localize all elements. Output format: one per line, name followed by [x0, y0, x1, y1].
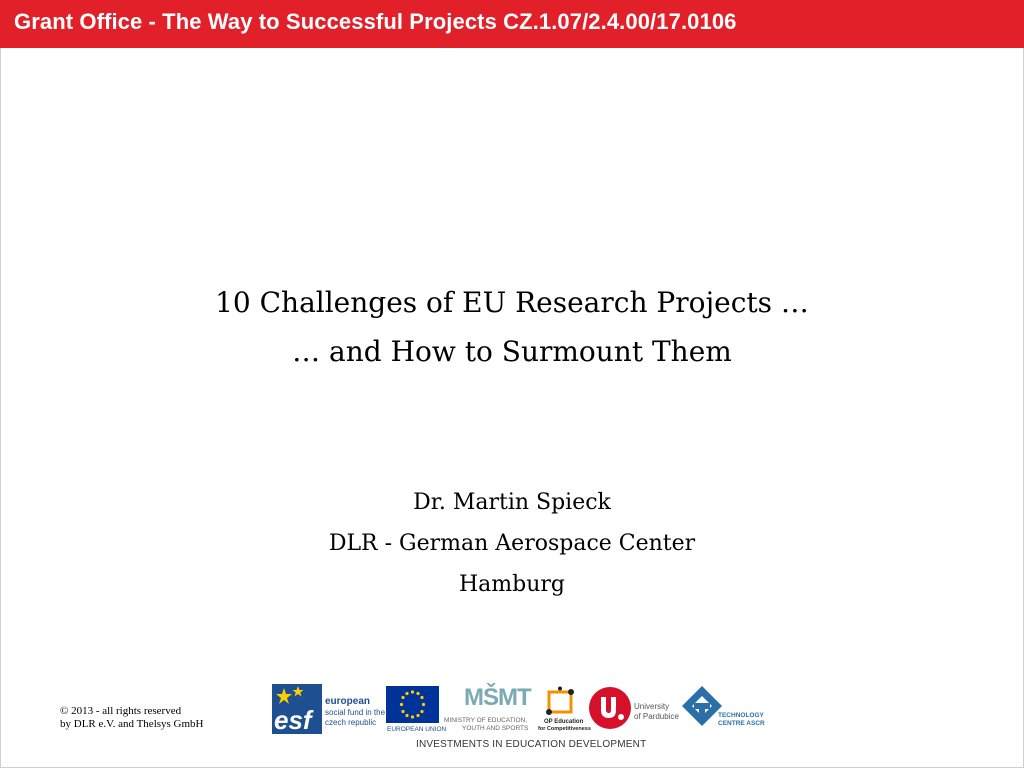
- header-title: Grant Office - The Way to Successful Projects CZ.1.07/2.4.00/17.0106: [14, 9, 737, 34]
- msmt-line-1: MINISTRY OF EDUCATION,: [444, 717, 528, 724]
- title-line-2: … and How to Surmount Them: [292, 335, 732, 368]
- msmt-line-2: YOUTH AND SPORTS: [462, 725, 529, 732]
- author-name: Dr. Martin Spieck: [413, 490, 611, 515]
- upce-emblem-icon: [588, 686, 632, 730]
- msmt-wordmark: MŠMT: [464, 684, 531, 711]
- tc-line-1: TECHNOLOGY: [718, 712, 764, 719]
- msmt-logo: [444, 684, 536, 736]
- university-pardubice-logo: [588, 684, 678, 736]
- op-education-icon: [544, 686, 578, 718]
- esf-wordmark: esf: [274, 705, 312, 734]
- eu-flag-icon: [386, 686, 439, 723]
- footer-caption: INVESTMENTS IN EDUCATION DEVELOPMENT: [416, 739, 647, 750]
- upce-line-1: University: [634, 702, 670, 711]
- op-line-2: for Competitiveness: [538, 726, 591, 732]
- eu-caption: EUROPEAN UNION: [387, 726, 447, 733]
- author-block: [0, 482, 1024, 605]
- technology-centre-logo: [680, 684, 765, 736]
- header-bar: [0, 0, 1024, 48]
- esf-line-3: czech republic: [325, 718, 377, 727]
- copyright-notice: [60, 705, 204, 731]
- esf-line-2: social fund in the: [325, 708, 386, 717]
- copyright-line-1: © 2013 - all rights reserved: [60, 705, 182, 717]
- copyright-line-2: by DLR e.V. and Thelsys GmbH: [60, 718, 204, 730]
- upce-line-2: of Pardubice: [634, 712, 679, 721]
- esf-emblem-icon: [272, 684, 322, 734]
- esf-logo: [272, 684, 386, 734]
- author-city: Hamburg: [458, 572, 565, 597]
- eu-flag-logo: [386, 686, 447, 736]
- presentation-title: [0, 278, 1024, 376]
- author-organization: DLR - German Aerospace Center: [328, 531, 696, 556]
- title-line-1: 10 Challenges of EU Research Projects …: [215, 286, 809, 319]
- op-education-logo: [538, 684, 591, 736]
- op-line-1: OP Education: [544, 719, 584, 725]
- tc-line-2: CENTRE ASCR: [718, 720, 765, 727]
- esf-line-1: european: [325, 696, 371, 707]
